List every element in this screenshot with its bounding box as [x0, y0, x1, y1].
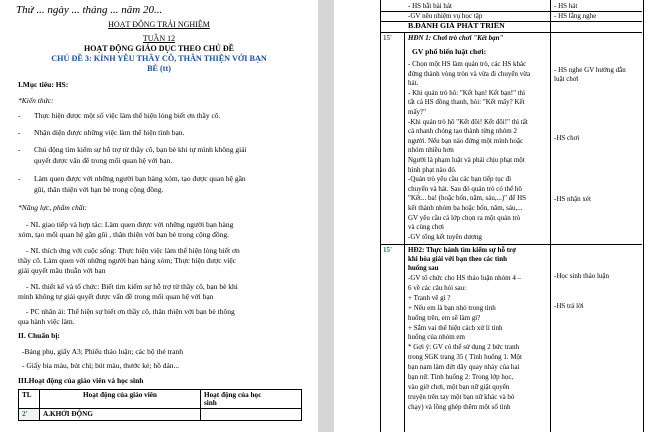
row-empty [201, 409, 302, 421]
knowledge-item: Thực hiện được một số việc làm thể hiện lòng biết ơn thầy cô. [34, 111, 221, 120]
block1-rule: GV phổ biến luật chơi: [412, 47, 487, 56]
block2-title-2: khi hòa giải với bạn theo các tình [408, 255, 507, 263]
col-student-header [201, 390, 302, 409]
text-line: - Chọn một HS làm quản trò, các HS khác [408, 60, 527, 68]
text-line: vào giờ chơi, một bạn nữ giật quyển [408, 382, 510, 391]
activities-heading: III.Hoạt động của giáo viên và học sinh [18, 376, 144, 385]
hs-cell: - HS hát [554, 2, 578, 10]
skills-item: giải quyết mâu thuẫn với bạn [18, 266, 106, 275]
skills-heading: *Năng lực, phẩm chất: [18, 203, 88, 212]
bullet-dash: - [18, 111, 21, 120]
skills-item: mình không tự giải quyết được vấn đề trong mối quan hệ với bạn [18, 292, 214, 301]
knowledge-item: gũi, thân thiện với bạn bè trong cộng đồng. [34, 185, 164, 194]
bullet-dash: - [18, 128, 21, 137]
prep-item: - Giấy bìa màu, bút chì; bút màu, thước kẻ; hồ dán... [22, 361, 180, 370]
section-b-title: B.ĐÁNH GIÁ PHÁT TRIỂN [408, 21, 505, 30]
text-line: - Khi quản trò hô: "Kết bạn! Kết bạn!" thì [408, 88, 526, 97]
bullet-dash: - [18, 145, 21, 154]
text-line: "Kết... ba! (hoặc bốn, năm, sáu,...)" để HS [408, 194, 527, 203]
block2-time: 15' [383, 246, 392, 254]
text-line: người. Nếu bạn nào đứng một mình hoặc [408, 136, 524, 145]
gv-cell: - HS bắt bài hát [408, 2, 452, 10]
text-line: bạn nữ. Tình huống 2: Trong lớp học, [408, 373, 514, 381]
table-header-row [19, 390, 302, 409]
text-line: chuyển và hát. Sau đó quản trò có thể hô [408, 184, 522, 193]
col-time-header: TL [19, 390, 40, 409]
skills-item: qua hành việc làm. [18, 317, 75, 326]
col-student-header-line2: sinh [204, 399, 217, 407]
student-col-divider [550, 0, 551, 432]
block1-hs1: - HS nghe GV hướng dẫn [554, 66, 626, 74]
text-line: hát. [408, 79, 419, 88]
skills-item: xóm, tạo mối quan hệ gần gũi , thân thiện với bạn bè trong cộng đồng. [18, 230, 230, 239]
block1-title: HĐN 1: Chơi trò chơi "Kết bạn" [408, 34, 504, 42]
text-line: GV yêu cầu cả lớp chọn ra một quản trò [408, 213, 521, 222]
skills-item: - NL giao tiếp và hợp tác: Làm quen được với những người bạn hàng [26, 220, 234, 229]
text-line: truyện trên tay một bạn nữ khác và bỏ [408, 392, 515, 401]
text-line: huống của nhóm em [408, 333, 465, 342]
skills-item: - NL thiết kế và tổ chức: Biết tìm kiếm sự hỗ trợ từ thầy cô, bạn bè khi [26, 282, 238, 291]
block1-time: 15' [383, 34, 392, 42]
text-line: -Quản trò yêu cầu các bạn tiếp tục đi [408, 175, 512, 184]
topic-line-1: CHỦ ĐỀ 3: KÍNH YÊU THẦY CÔ, THÂN THIỆN VỚI BẠN [51, 54, 267, 63]
topic-line-2: BÈ (tt) [147, 64, 171, 73]
activities-table [18, 389, 302, 421]
row-label: A.KHỞI ĐỘNG [40, 409, 201, 421]
date-line: Thứ ... ngày ... tháng ... năm 20... [16, 4, 163, 16]
col-teacher-header: Hoạt động của giáo viên [40, 390, 201, 409]
text-line: Người là phạm luật và phải chịu phạt một [408, 156, 525, 164]
skills-item: - NL thích ứng với cuộc sống: Thực hiện việc làm thể hiện lòng biết ơn [26, 246, 240, 255]
row-time: 2' [19, 409, 40, 421]
text-line: + Tranh vẽ gì ? [408, 293, 451, 302]
text-line: 6 về các câu hỏi sau: [408, 283, 467, 292]
text-line: -GV tổ chức cho HS thảo luận nhóm 4 – [408, 274, 522, 282]
text-line: + Sắm vai thể hiện cách xử lí tình [408, 323, 503, 332]
col-student-header-line1: Hoạt động của học [204, 391, 262, 399]
block2-hs2: -HS trả lời [554, 302, 584, 310]
block1-hs3: -HS nhận xét [554, 195, 591, 203]
skills-item: - PC nhân ái: Thể hiện sự biết ơn thầy cô, thân thiện với bạn bè thông [26, 307, 235, 316]
gv-cell: -GV nêu nhiệm vụ học tập [408, 12, 483, 20]
left-page [0, 0, 318, 432]
text-line: nhóm nhiều hơn [408, 146, 454, 155]
knowledge-item: Chủ động tìm kiếm sự hỗ trợ từ thầy cô, bạn bè khi tự mình không giải [34, 145, 247, 154]
text-line: huống trên, em sẽ làm gì? [408, 313, 481, 322]
right-page [334, 0, 650, 432]
text-line: kết thành nhóm ba hoặc bốn, năm, sáu,... [408, 204, 523, 212]
rule [380, 32, 642, 33]
text-line: hình phạt nào đó. [408, 165, 457, 174]
prep-item: -Bảng phụ, giấy A3; Phiếu thảo luận; các bộ thẻ tranh [22, 347, 184, 356]
page-gap [318, 0, 334, 432]
block2-title-1: HĐ2: Thực hành tìm kiếm sự hỗ trợ [408, 246, 517, 254]
text-line: mấy?" [408, 108, 427, 116]
knowledge-item: Nhận diện được những việc làm thể hiện tình bạn. [34, 128, 185, 137]
text-line: và cùng chơi [408, 223, 444, 232]
knowledge-item: quyết được vấn đề trong mối quan hệ với bạn. [34, 156, 173, 165]
block1-hs1b: luật chơi [554, 75, 579, 83]
prep-heading: II. Chuẩn bị: [18, 331, 60, 340]
skills-item: thầy cô. Làm quen với những người bạn hàng xóm; Thực hiện được việc [18, 256, 236, 265]
text-line: tất cả HS đồng thanh, hỏi: "Kết mấy? Kết [408, 98, 525, 107]
text-line: trong SGK trang 35 ( Tình huống 1. Một [408, 353, 523, 362]
text-line: cả nhanh chóng tạo thành từng nhóm 2 [408, 127, 517, 136]
text-line: -Khi quản trò hô "Kết đôi! Kết đôi!" thì tất [408, 117, 528, 126]
knowledge-heading: *Kiến thức: [18, 96, 54, 105]
text-line: * Gợi ý: GV có thể sử dụng 2 bức tranh [408, 343, 520, 352]
block2-title-3: huống sau [408, 264, 439, 272]
hs-cell: - HS lắng nghe [554, 12, 597, 20]
table-row [19, 409, 302, 421]
knowledge-item: Làm quen được với những người bạn hàng xóm, tạo được quan hệ gần [34, 174, 246, 183]
text-line: bạn nam làm đứt dây quay nhảy của hai [408, 363, 520, 372]
text-line: -GV tổng kết tuyên dương [408, 232, 482, 241]
time-col-divider [404, 32, 405, 432]
objectives-heading: I.Mục tiêu: HS: [18, 80, 69, 89]
block2-hs1: -Học sinh thảo luận [554, 272, 610, 280]
block1-hs2: -HS chơi [554, 134, 580, 142]
bullet-dash: - [18, 174, 21, 183]
text-line: + Nếu em là bạn nhỏ trong tình [408, 303, 496, 312]
doc-title: HOẠT ĐỘNG GIÁO DỤC THEO CHỦ ĐỀ [84, 44, 234, 53]
rule [380, 244, 642, 245]
text-line: chạy) và lồng ghép thêm một số tình [408, 402, 511, 411]
text-line: đứng thành vòng tròn và vừa đi chuyển vừa [408, 69, 531, 78]
week-label: TUẦN 12 [142, 34, 176, 43]
section-header: HOẠT ĐỘNG TRẢI NGHIỆM [108, 20, 210, 29]
